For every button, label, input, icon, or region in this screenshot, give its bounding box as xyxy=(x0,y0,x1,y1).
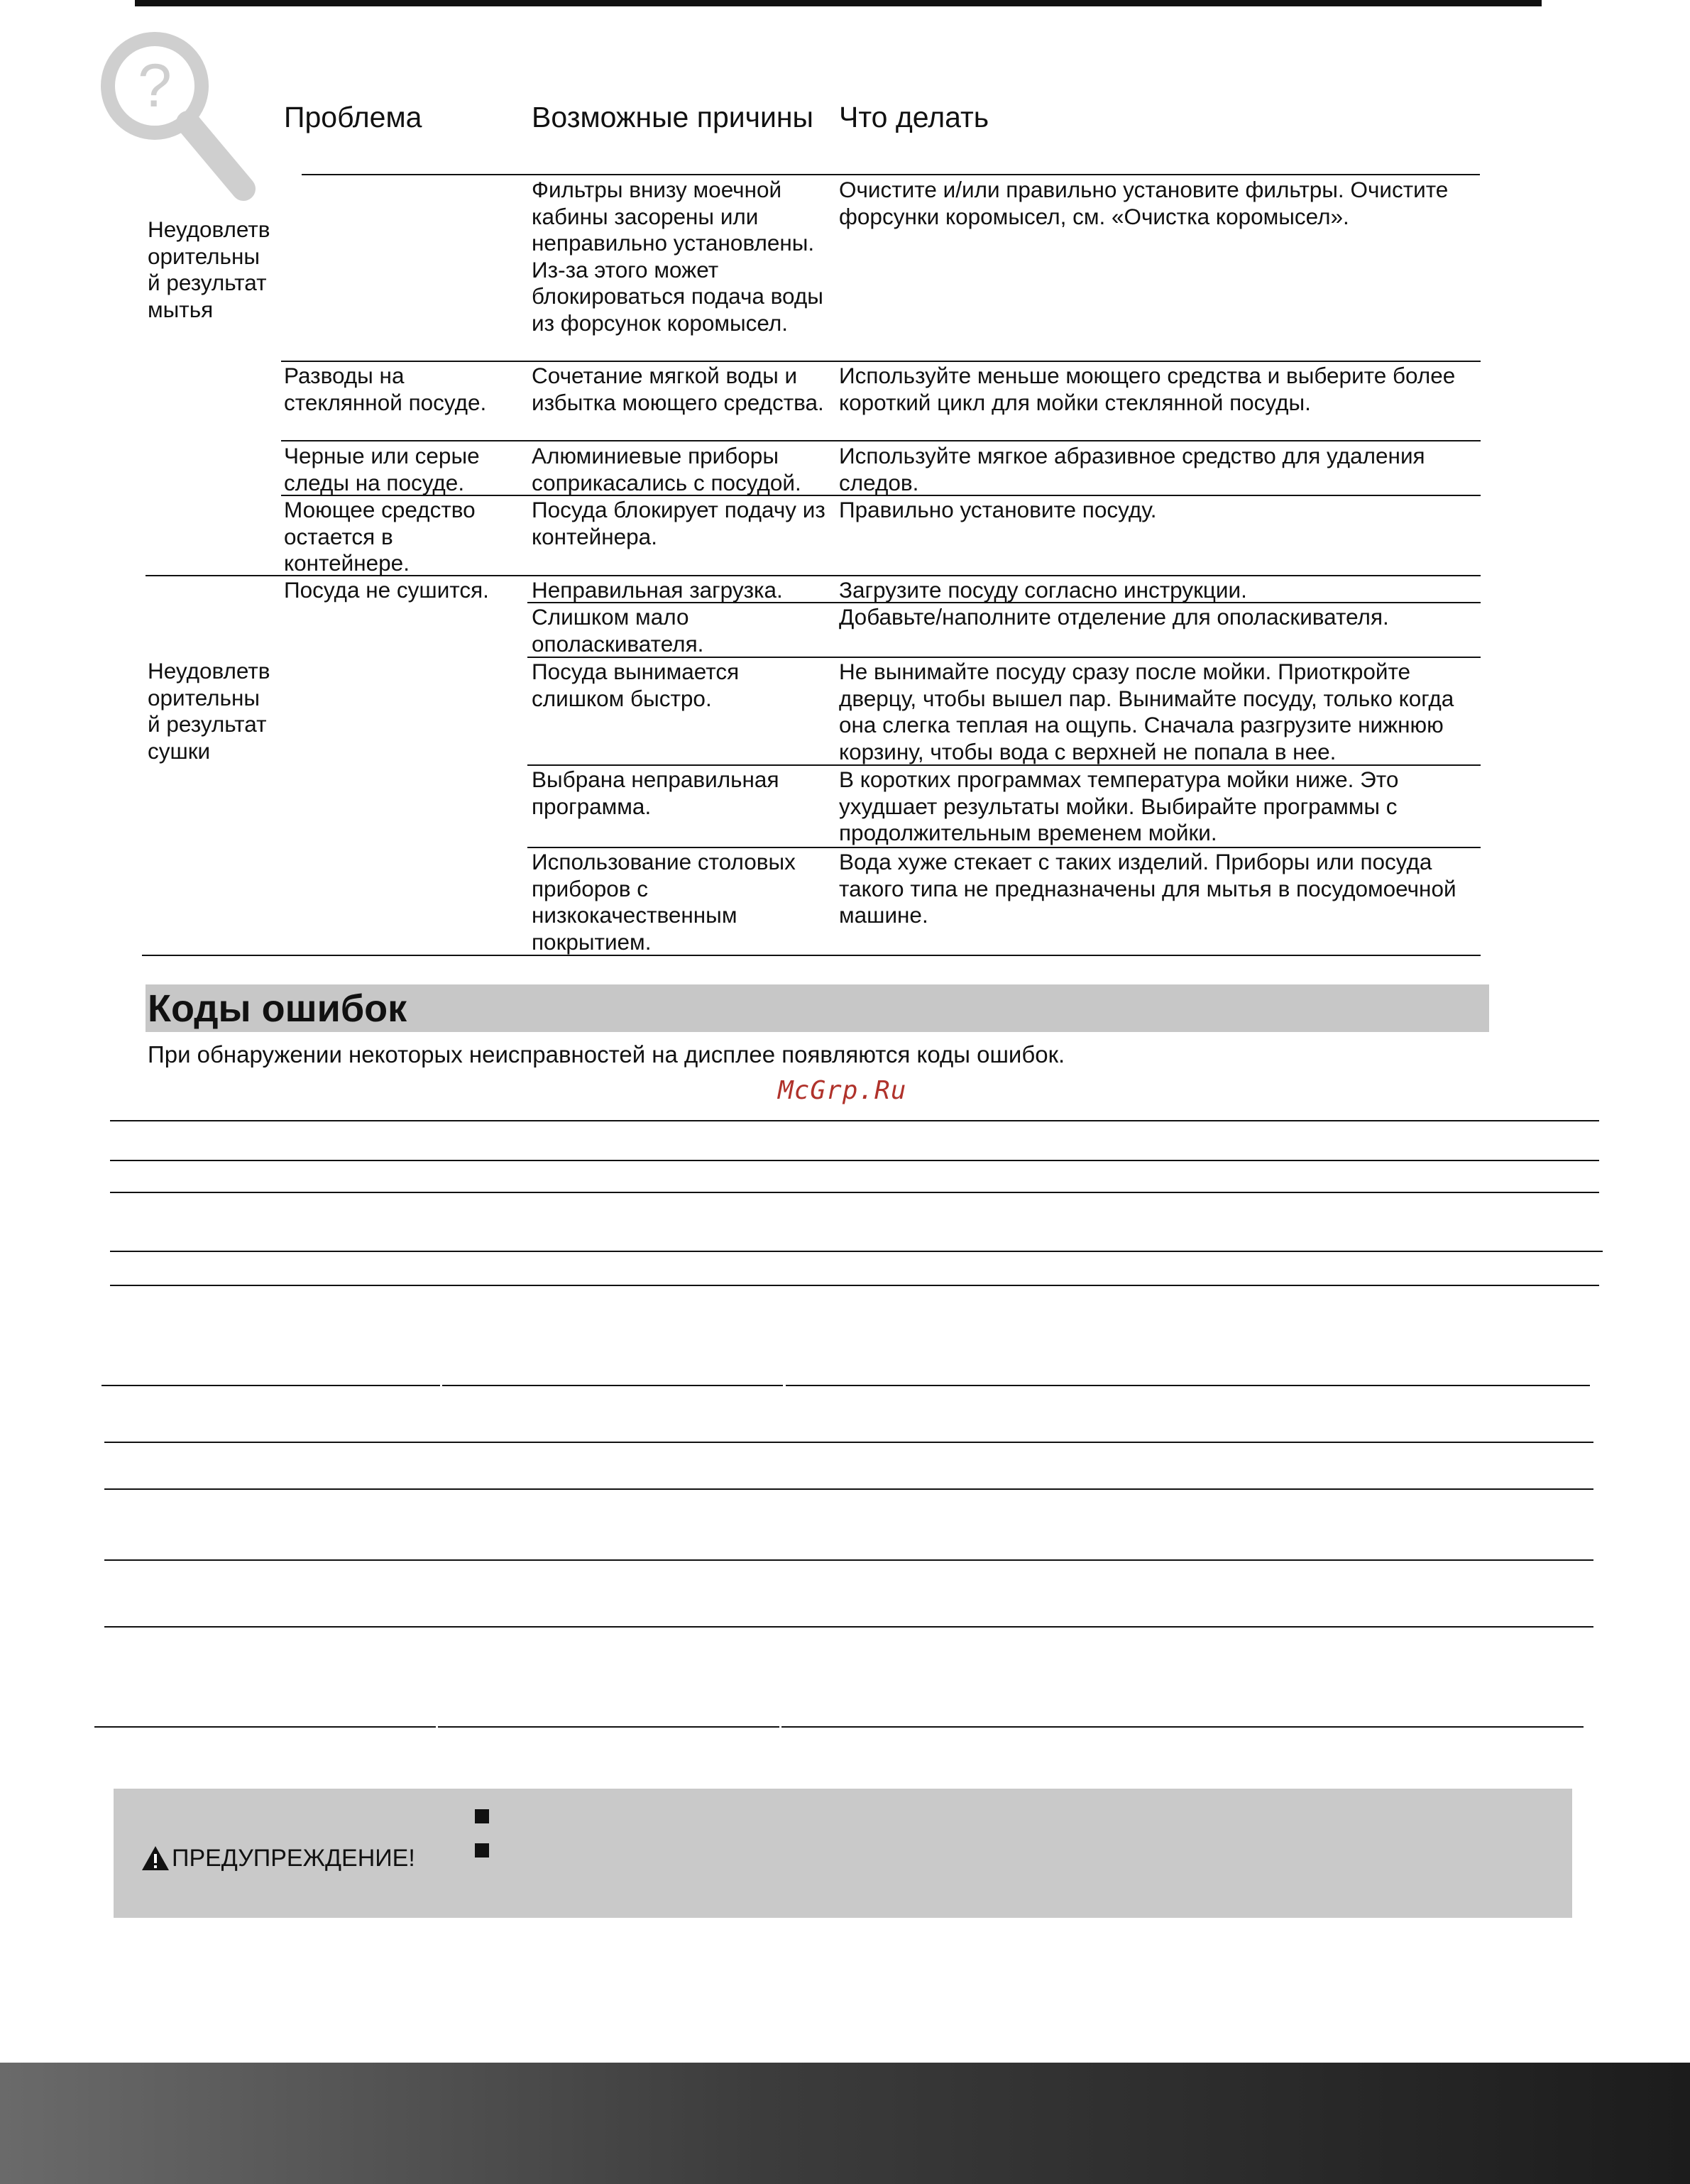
header-action: Что делать xyxy=(839,101,989,133)
cause-cell: Алюминиевые приборы соприкасались с посудой. xyxy=(532,443,801,495)
table-rule xyxy=(104,1626,1593,1628)
action-cell: Добавьте/наполните отделение для ополаскивателя. xyxy=(839,604,1389,630)
cause-cell: Неправильная загрузка. xyxy=(532,577,783,603)
warning-label-row xyxy=(141,1844,415,1872)
problem-cell: Моющее средство остается в контейнере. xyxy=(284,497,476,576)
action-cell: Не вынимайте посуду сразу после мойки. Приоткройте дверцу, чтобы вышел пар. Вынимайте посуду, только когда она слегка теплая на ощупь. Сначала разгрузите нижнюю корзину, чтобы вода с верхней не попала в нее. xyxy=(839,659,1454,764)
magnifier-question-icon xyxy=(96,27,263,201)
warning-label: ПРЕДУПРЕЖДЕНИЕ! xyxy=(172,1845,415,1872)
group-label-washing: Неудовлетв орительны й результат мытья xyxy=(148,216,270,322)
row-divider xyxy=(281,440,1481,441)
action-cell: Вода хуже стекает с таких изделий. Приборы или посуда такого типа не предназначены для мытья в посудомоечной машине. xyxy=(839,849,1456,928)
header-problem: Проблема xyxy=(284,101,422,133)
bullet-marker xyxy=(475,1809,489,1823)
footer-band xyxy=(0,2063,1690,2184)
row-divider xyxy=(281,361,1481,362)
cause-cell: Фильтры внизу моечной кабины засорены или неправильно установлены. Из-за этого может блокироваться подача воды из форсунок коромысел. xyxy=(532,177,823,336)
table-rule xyxy=(110,1251,1603,1252)
action-cell: Используйте мягкое абразивное средство для удаления следов. xyxy=(839,443,1425,495)
problem-cell: Разводы на стеклянной посуде. xyxy=(284,363,487,415)
cause-cell: Слишком мало ополаскивателя. xyxy=(532,604,704,657)
section-intro: При обнаружении некоторых неисправностей на дисплее появляются коды ошибок. xyxy=(148,1041,1065,1068)
row-divider xyxy=(527,847,1481,848)
table-header-rule xyxy=(302,174,1480,175)
action-cell: Используйте меньше моющего средства и выберите более короткий цикл для мойки стеклянной посуды. xyxy=(839,363,1456,415)
action-cell: В коротких программах температура мойки ниже. Это ухудшает результаты мойки. Выбирайте программы с продолжительным временем мойки. xyxy=(839,767,1399,845)
header-causes: Возможные причины xyxy=(532,101,814,133)
top-rule xyxy=(135,0,1542,6)
cause-cell: Сочетание мягкой воды и избытка моющего средства. xyxy=(532,363,824,415)
table-rule xyxy=(101,1385,440,1386)
table-rule xyxy=(110,1160,1599,1161)
table-rule xyxy=(104,1559,1593,1561)
table-rule xyxy=(104,1442,1593,1443)
table-rule xyxy=(94,1726,436,1728)
watermark: McGrp.Ru xyxy=(778,1076,907,1105)
table-rule xyxy=(781,1726,1584,1728)
cause-cell: Использование столовых приборов с низкокачественным покрытием. xyxy=(532,849,796,955)
table-rule xyxy=(442,1385,783,1386)
action-cell: Очистите и/или правильно установите фильтры. Очистите форсунки коромысел, см. «Очистка коромысел». xyxy=(839,177,1449,229)
warning-triangle-icon xyxy=(141,1845,170,1872)
table-rule xyxy=(110,1285,1599,1286)
svg-text:?: ? xyxy=(138,52,172,120)
table-rule xyxy=(110,1192,1599,1193)
problem-cell: Черные или серые следы на посуде. xyxy=(284,443,480,495)
cause-cell: Выбрана неправильная программа. xyxy=(532,767,779,819)
action-cell: Правильно установите посуду. xyxy=(839,497,1157,522)
problem-cell: Посуда не сушится. xyxy=(284,577,489,603)
section-title: Коды ошибок xyxy=(148,987,407,1030)
group-label-drying: Неудовлетв орительны й результат сушки xyxy=(148,658,270,764)
table-rule xyxy=(786,1385,1590,1386)
action-cell: Загрузите посуду согласно инструкции. xyxy=(839,577,1247,603)
bullet-marker xyxy=(475,1843,489,1858)
cause-cell: Посуда вынимается слишком быстро. xyxy=(532,659,740,711)
cause-cell: Посуда блокирует подачу из контейнера. xyxy=(532,497,825,549)
table-rule xyxy=(104,1488,1593,1490)
table-rule xyxy=(110,1120,1599,1121)
table-rule xyxy=(438,1726,779,1728)
